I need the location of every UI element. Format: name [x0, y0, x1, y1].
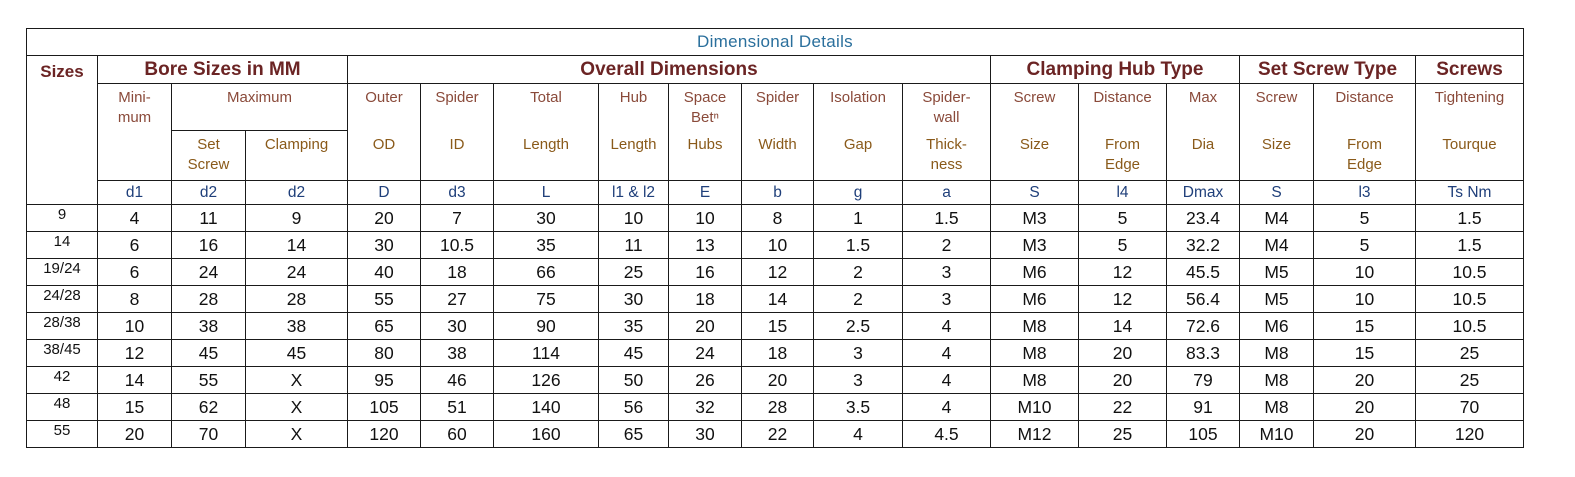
- value-cell: X: [246, 421, 348, 448]
- value-cell: 8: [98, 286, 172, 313]
- value-cell: 90: [494, 313, 599, 340]
- symbol-cell: S: [991, 181, 1079, 205]
- value-cell: 30: [494, 205, 599, 232]
- value-cell: 25: [1416, 367, 1524, 394]
- spider-label: Spider: [421, 84, 494, 131]
- value-cell: 40: [348, 259, 421, 286]
- value-cell: 79: [1167, 367, 1240, 394]
- value-cell: 20: [1079, 367, 1167, 394]
- set-screw-label: Set Screw: [172, 131, 246, 181]
- table-row: [27, 205, 1524, 232]
- value-cell: 20: [1314, 394, 1416, 421]
- value-cell: 26: [669, 367, 742, 394]
- value-cell: 10.5: [1416, 313, 1524, 340]
- value-cell: M8: [1240, 367, 1314, 394]
- id-label: ID: [421, 131, 494, 181]
- value-cell: 12: [742, 259, 814, 286]
- clamping-from-edge-label: From Edge: [1079, 131, 1167, 181]
- value-cell: 70: [1416, 394, 1524, 421]
- screws-header: Screws: [1416, 56, 1524, 84]
- value-cell: 14: [1079, 313, 1167, 340]
- value-cell: M6: [991, 286, 1079, 313]
- size-cell: 14: [27, 232, 98, 259]
- value-cell: M10: [1240, 421, 1314, 448]
- clamping-screw-label: Screw: [991, 84, 1079, 131]
- dimensional-details-table: [26, 28, 1524, 448]
- value-cell: 5: [1079, 232, 1167, 259]
- value-cell: 20: [742, 367, 814, 394]
- value-cell: 1: [814, 205, 903, 232]
- value-cell: 20: [669, 313, 742, 340]
- value-cell: 4: [903, 313, 991, 340]
- value-cell: M4: [1240, 205, 1314, 232]
- value-cell: 1.5: [1416, 205, 1524, 232]
- value-cell: 2: [903, 232, 991, 259]
- value-cell: 24: [172, 259, 246, 286]
- value-cell: 56.4: [1167, 286, 1240, 313]
- value-cell: 16: [172, 232, 246, 259]
- value-cell: 20: [1314, 421, 1416, 448]
- value-cell: 105: [1167, 421, 1240, 448]
- symbol-cell: b: [742, 181, 814, 205]
- value-cell: M10: [991, 394, 1079, 421]
- value-cell: M8: [991, 313, 1079, 340]
- table-title: Dimensional Details: [27, 29, 1524, 56]
- value-cell: 55: [348, 286, 421, 313]
- clamping-label: Clamping: [246, 131, 348, 181]
- table-row: [27, 232, 1524, 259]
- value-cell: 20: [1079, 340, 1167, 367]
- symbol-cell: Dmax: [1167, 181, 1240, 205]
- value-cell: 60: [421, 421, 494, 448]
- table-row: [27, 394, 1524, 421]
- size-cell: 28/38: [27, 313, 98, 340]
- value-cell: M5: [1240, 286, 1314, 313]
- value-cell: 30: [599, 286, 669, 313]
- value-cell: 38: [172, 313, 246, 340]
- value-cell: 14: [742, 286, 814, 313]
- table-row: [27, 259, 1524, 286]
- value-cell: M8: [1240, 340, 1314, 367]
- value-cell: 12: [98, 340, 172, 367]
- length-label: Length: [494, 131, 599, 181]
- clamping-max-label: Max: [1167, 84, 1240, 131]
- value-cell: 35: [599, 313, 669, 340]
- size-cell: 48: [27, 394, 98, 421]
- value-cell: M3: [991, 205, 1079, 232]
- value-cell: 25: [1416, 340, 1524, 367]
- value-cell: 62: [172, 394, 246, 421]
- value-cell: M4: [1240, 232, 1314, 259]
- symbol-cell: D: [348, 181, 421, 205]
- value-cell: 2: [814, 259, 903, 286]
- value-cell: 80: [348, 340, 421, 367]
- value-cell: 55: [172, 367, 246, 394]
- value-cell: 15: [98, 394, 172, 421]
- value-cell: 70: [172, 421, 246, 448]
- table-row: [27, 367, 1524, 394]
- tourque-label: Tourque: [1416, 131, 1524, 181]
- value-cell: 6: [98, 232, 172, 259]
- clamping-hub-type-header: Clamping Hub Type: [991, 56, 1240, 84]
- value-cell: 51: [421, 394, 494, 421]
- total-label: Total: [494, 84, 599, 131]
- value-cell: 1.5: [903, 205, 991, 232]
- value-cell: 2.5: [814, 313, 903, 340]
- value-cell: 10.5: [1416, 259, 1524, 286]
- value-cell: 28: [246, 286, 348, 313]
- value-cell: 20: [1314, 367, 1416, 394]
- size-cell: 55: [27, 421, 98, 448]
- symbol-cell: L: [494, 181, 599, 205]
- value-cell: M8: [991, 367, 1079, 394]
- value-cell: 45: [246, 340, 348, 367]
- bore-sizes-header: Bore Sizes in MM: [98, 56, 348, 84]
- value-cell: 3: [814, 340, 903, 367]
- value-cell: 4: [903, 367, 991, 394]
- setscrew-distance-label: Distance: [1314, 84, 1416, 131]
- value-cell: 20: [348, 205, 421, 232]
- value-cell: 66: [494, 259, 599, 286]
- isolation-label: Isolation: [814, 84, 903, 131]
- value-cell: 5: [1314, 232, 1416, 259]
- value-cell: 25: [599, 259, 669, 286]
- symbol-cell: E: [669, 181, 742, 205]
- size-cell: 9: [27, 205, 98, 232]
- gap-label: Gap: [814, 131, 903, 181]
- value-cell: 8: [742, 205, 814, 232]
- size-cell: 38/45: [27, 340, 98, 367]
- value-cell: 65: [599, 421, 669, 448]
- value-cell: 15: [742, 313, 814, 340]
- value-cell: 160: [494, 421, 599, 448]
- overall-dimensions-header: Overall Dimensions: [348, 56, 991, 84]
- size-cell: 19/24: [27, 259, 98, 286]
- space-label: Space Betⁿ: [669, 84, 742, 131]
- dia-label: Dia: [1167, 131, 1240, 181]
- value-cell: 2: [814, 286, 903, 313]
- value-cell: 5: [1314, 205, 1416, 232]
- symbol-cell: l4: [1079, 181, 1167, 205]
- value-cell: 120: [348, 421, 421, 448]
- value-cell: 1.5: [814, 232, 903, 259]
- value-cell: 10: [1314, 259, 1416, 286]
- value-cell: 15: [1314, 313, 1416, 340]
- value-cell: M6: [991, 259, 1079, 286]
- value-cell: M12: [991, 421, 1079, 448]
- table-row: [27, 286, 1524, 313]
- value-cell: 24: [246, 259, 348, 286]
- width-label: Width: [742, 131, 814, 181]
- value-cell: 28: [172, 286, 246, 313]
- value-cell: M8: [991, 340, 1079, 367]
- outer-label: Outer: [348, 84, 421, 131]
- maximum-label: Maximum: [172, 84, 348, 131]
- value-cell: 126: [494, 367, 599, 394]
- value-cell: 1.5: [1416, 232, 1524, 259]
- value-cell: 3.5: [814, 394, 903, 421]
- minimum-label: Mini- mum: [98, 84, 172, 181]
- thickness-label: Thick- ness: [903, 131, 991, 181]
- value-cell: 35: [494, 232, 599, 259]
- value-cell: 22: [742, 421, 814, 448]
- value-cell: 11: [599, 232, 669, 259]
- value-cell: 10: [742, 232, 814, 259]
- value-cell: 3: [814, 367, 903, 394]
- spider-width-label: Spider: [742, 84, 814, 131]
- value-cell: 46: [421, 367, 494, 394]
- hub-length-label: Length: [599, 131, 669, 181]
- value-cell: M3: [991, 232, 1079, 259]
- symbol-cell: d1: [98, 181, 172, 205]
- setscrew-from-edge-label: From Edge: [1314, 131, 1416, 181]
- value-cell: 13: [669, 232, 742, 259]
- value-cell: 18: [421, 259, 494, 286]
- value-cell: 83.3: [1167, 340, 1240, 367]
- table-row: [27, 421, 1524, 448]
- value-cell: 105: [348, 394, 421, 421]
- value-cell: 4: [814, 421, 903, 448]
- value-cell: 45: [172, 340, 246, 367]
- value-cell: 23.4: [1167, 205, 1240, 232]
- value-cell: 4.5: [903, 421, 991, 448]
- value-cell: 14: [246, 232, 348, 259]
- symbol-cell: d2: [246, 181, 348, 205]
- symbol-cell: S: [1240, 181, 1314, 205]
- hub-label: Hub: [599, 84, 669, 131]
- tightening-label: Tightening: [1416, 84, 1524, 131]
- value-cell: 65: [348, 313, 421, 340]
- value-cell: 27: [421, 286, 494, 313]
- value-cell: 10: [669, 205, 742, 232]
- size-cell: 42: [27, 367, 98, 394]
- value-cell: 11: [172, 205, 246, 232]
- value-cell: 18: [669, 286, 742, 313]
- clamping-distance-label: Distance: [1079, 84, 1167, 131]
- value-cell: X: [246, 367, 348, 394]
- table-row: [27, 340, 1524, 367]
- value-cell: 30: [348, 232, 421, 259]
- value-cell: 22: [1079, 394, 1167, 421]
- setscrew-size-label: Size: [1240, 131, 1314, 181]
- clamping-size-label: Size: [991, 131, 1079, 181]
- value-cell: 95: [348, 367, 421, 394]
- value-cell: 25: [1079, 421, 1167, 448]
- value-cell: 114: [494, 340, 599, 367]
- value-cell: M8: [1240, 394, 1314, 421]
- set-screw-type-header: Set Screw Type: [1240, 56, 1416, 84]
- value-cell: 75: [494, 286, 599, 313]
- value-cell: 4: [98, 205, 172, 232]
- value-cell: 12: [1079, 286, 1167, 313]
- value-cell: 140: [494, 394, 599, 421]
- value-cell: 4: [903, 394, 991, 421]
- value-cell: 20: [98, 421, 172, 448]
- value-cell: 45.5: [1167, 259, 1240, 286]
- value-cell: 28: [742, 394, 814, 421]
- value-cell: 38: [421, 340, 494, 367]
- value-cell: 3: [903, 259, 991, 286]
- value-cell: 12: [1079, 259, 1167, 286]
- value-cell: X: [246, 394, 348, 421]
- setscrew-screw-label: Screw: [1240, 84, 1314, 131]
- value-cell: 16: [669, 259, 742, 286]
- value-cell: 10.5: [421, 232, 494, 259]
- symbol-cell: g: [814, 181, 903, 205]
- value-cell: 5: [1079, 205, 1167, 232]
- value-cell: 18: [742, 340, 814, 367]
- value-cell: 10: [599, 205, 669, 232]
- value-cell: 15: [1314, 340, 1416, 367]
- table-row: [27, 313, 1524, 340]
- value-cell: 7: [421, 205, 494, 232]
- value-cell: 72.6: [1167, 313, 1240, 340]
- value-cell: 3: [903, 286, 991, 313]
- value-cell: 50: [599, 367, 669, 394]
- value-cell: 45: [599, 340, 669, 367]
- value-cell: 10: [98, 313, 172, 340]
- symbol-cell: Ts Nm: [1416, 181, 1524, 205]
- value-cell: 32.2: [1167, 232, 1240, 259]
- size-cell: 24/28: [27, 286, 98, 313]
- value-cell: M6: [1240, 313, 1314, 340]
- hubs-label: Hubs: [669, 131, 742, 181]
- value-cell: 30: [669, 421, 742, 448]
- symbol-cell: d2: [172, 181, 246, 205]
- value-cell: 24: [669, 340, 742, 367]
- sizes-header: Sizes: [27, 56, 98, 205]
- value-cell: 14: [98, 367, 172, 394]
- value-cell: 120: [1416, 421, 1524, 448]
- value-cell: 6: [98, 259, 172, 286]
- value-cell: 91: [1167, 394, 1240, 421]
- symbol-cell: a: [903, 181, 991, 205]
- symbol-cell: l1 & l2: [599, 181, 669, 205]
- value-cell: 30: [421, 313, 494, 340]
- od-label: OD: [348, 131, 421, 181]
- value-cell: 4: [903, 340, 991, 367]
- value-cell: 9: [246, 205, 348, 232]
- value-cell: 10.5: [1416, 286, 1524, 313]
- symbol-cell: l3: [1314, 181, 1416, 205]
- value-cell: 38: [246, 313, 348, 340]
- spider-wall-label: Spider- wall: [903, 84, 991, 131]
- value-cell: 10: [1314, 286, 1416, 313]
- value-cell: M5: [1240, 259, 1314, 286]
- value-cell: 56: [599, 394, 669, 421]
- symbol-cell: d3: [421, 181, 494, 205]
- value-cell: 32: [669, 394, 742, 421]
